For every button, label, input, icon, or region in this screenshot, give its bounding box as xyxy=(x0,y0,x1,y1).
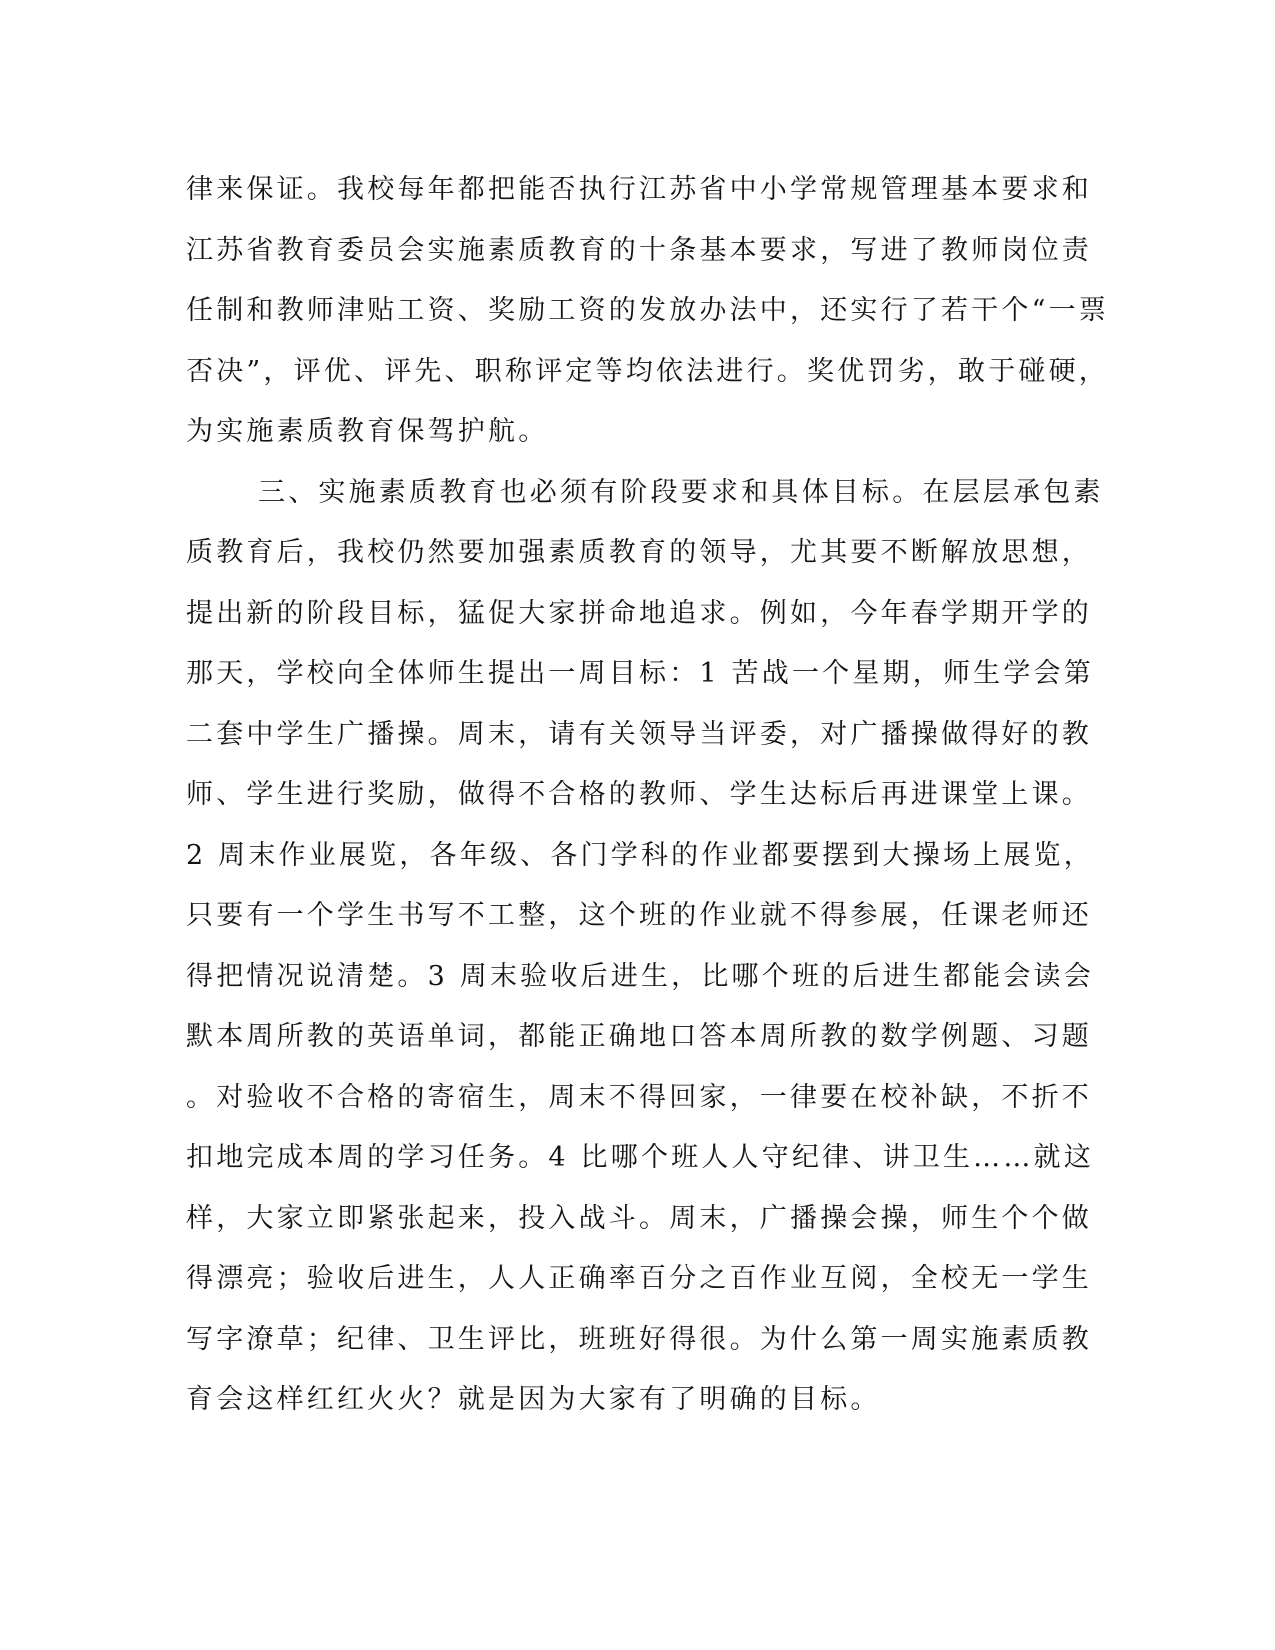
text-line-9: 那天，学校向全体师生提出一周目标：1 苦战一个星期，师生学会第 xyxy=(186,658,1094,689)
paragraph-start-line: 三、实施素质教育也必须有阶段要求和具体目标。在层层承包素 xyxy=(258,476,1104,508)
text-line-5: 为实施素质教育保驾护航。 xyxy=(186,416,549,447)
text-line-17: 扣地完成本周的学习任务。4 比哪个班人人守纪律、讲卫生……就这 xyxy=(186,1142,1094,1173)
text-line-4: 否决”，评优、评先、职称评定等均依法进行。奖优罚劣，敢于碰硬， xyxy=(186,355,1110,387)
text-line-7: 质教育后，我校仍然要加强素质教育的领导，尤其要不断解放思想， xyxy=(186,537,1092,568)
text-line-12: 2 周末作业展览，各年级、各门学科的作业都要摆到大操场上展览， xyxy=(186,839,1094,871)
text-line-1: 律来保证。我校每年都把能否执行江苏省中小学常规管理基本要求和 xyxy=(186,174,1092,205)
body-text xyxy=(186,160,1110,1431)
text-line-11: 师、学生进行奖励，做得不合格的教师、学生达标后再进课堂上课。 xyxy=(186,779,1092,810)
text-line-2: 江苏省教育委员会实施素质教育的十条基本要求，写进了教师岗位责 xyxy=(186,234,1092,266)
text-line-3: 任制和教师津贴工资、奖励工资的发放办法中，还实行了若干个“一票 xyxy=(186,295,1110,326)
text-line-20: 写字潦草；纪律、卫生评比，班班好得很。为什么第一周实施素质教 xyxy=(186,1323,1092,1355)
text-line-18: 样，大家立即紧张起来，投入战斗。周末，广播操会操，师生个个做 xyxy=(186,1202,1092,1234)
text-line-21: 育会这样红红火火？就是因为大家有了明确的目标。 xyxy=(186,1384,881,1415)
text-line-10: 二套中学生广播操。周末，请有关领导当评委，对广播操做得好的教 xyxy=(186,718,1092,750)
text-line-13: 只要有一个学生书写不工整，这个班的作业就不得参展，任课老师还 xyxy=(186,900,1092,931)
text-line-15: 默本周所教的英语单词，都能正确地口答本周所教的数学例题、习题 xyxy=(186,1021,1092,1052)
text-line-16: 。对验收不合格的寄宿生，周末不得回家，一律要在校补缺，不折不 xyxy=(186,1081,1092,1113)
text-line-8: 提出新的阶段目标，猛促大家拼命地追求。例如，今年春学期开学的 xyxy=(186,597,1092,629)
text-line-19: 得漂亮；验收后进生，人人正确率百分之百作业互阅，全校无一学生 xyxy=(186,1263,1092,1294)
text-line-14: 得把情况说清楚。3 周末验收后进生，比哪个班的后进生都能会读会 xyxy=(186,960,1094,992)
